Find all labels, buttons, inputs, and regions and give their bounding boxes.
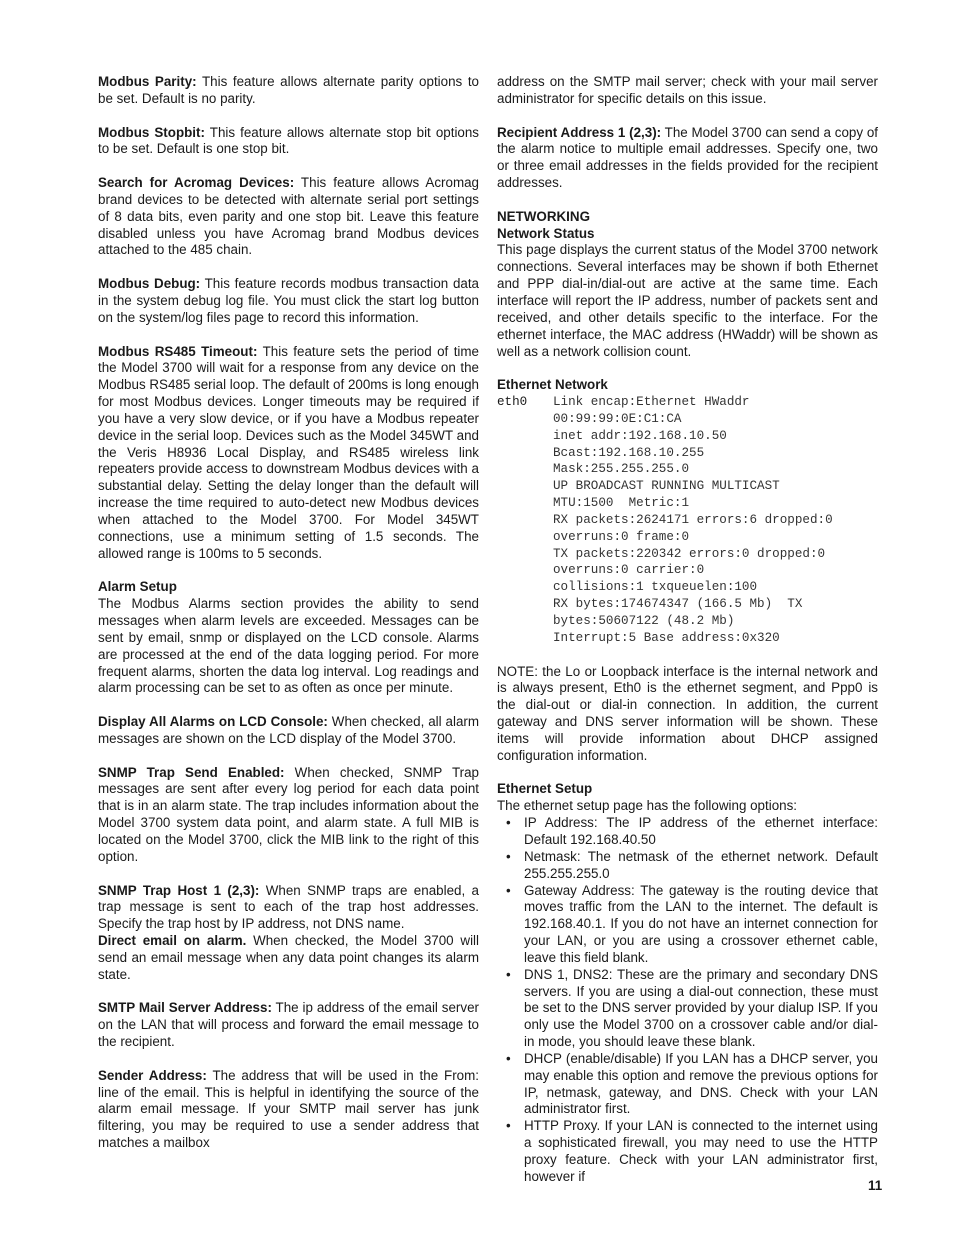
direct-email-paragraph [98,933,479,984]
description: When checked, SNMP Trap messages are sent after every log period for each data point that is in an alarm state. The trap includes information about the Model 3700 system data point, and alarm state. A full MIB is located on the Model 3700, click the MIB link to the right of this option. [98,764,479,864]
interface-listing [497,394,878,647]
smtp-server-paragraph [98,1000,479,1051]
term: Modbus Debug: [98,276,201,292]
bullet-icon: • [506,1118,511,1134]
list-item [497,883,878,967]
list-item [497,815,878,849]
left-column [98,74,479,1152]
interface-line [497,428,878,445]
term: SNMP Trap Send Enabled: [98,764,285,780]
interface-detail: inet addr:192.168.10.50 [553,428,727,443]
list-item-text: DHCP (enable/disable) If you LAN has a DHCP server, you may enable this option and remove the previous options for IP, netmask, gateway, and DNS. Check with your LAN administrator first. [524,1050,878,1117]
alarm-setup-text: The Modbus Alarms section provides the ability to send messages when alarm levels are exceeded. Messages can be sent by email, snmp or displayed on the LCD console. Alarms are processed at the end of the data logging period. For more frequent alarms, shorten the data log interval. Log readings and alarm processing can be set to as often as once per minute. [98,596,479,696]
term: Search for Acromag Devices: [98,175,295,191]
description: The ip address of the email server on the LAN that will process and forward the email message to the recipient. [98,1000,479,1050]
interface-detail: overruns:0 carrier:0 [553,563,705,578]
term: Sender Address: [98,1067,207,1083]
interface-detail: Interrupt:5 Base address:0x320 [553,630,780,645]
bullet-icon: • [506,815,511,831]
ethernet-options-list [497,815,878,1186]
ethernet-network-heading: Ethernet Network [497,377,608,393]
page-number: 11 [868,1178,883,1193]
network-status-heading: Network Status [497,225,595,241]
term: Display All Alarms on LCD Console: [98,714,328,730]
interface-line [497,529,878,546]
interface-detail: Bcast:192.168.10.255 [553,445,705,460]
list-item [497,849,878,883]
description: The address that will be used in the From: line of the email. This is helpful in identifying the source of the alarm email message. If your SMTP mail server has junk filtering, you may be required to use a sender address that matches a mailbox [98,1067,479,1151]
list-item-text: Gateway Address: The gateway is the routing device that moves traffic from the LAN to the internet. The default is 192.168.40.1. If you do not have an internet connection for your LAN, or you are using a crossover ethernet cable, leave this field blank. [524,882,878,965]
interface-line [497,394,878,411]
interface-detail: TX packets:220342 errors:0 dropped:0 [553,546,826,561]
interface-detail: collisions:1 txqueuelen:100 [553,580,758,595]
snmp-trap-enabled-paragraph [98,765,479,866]
interface-line [497,579,878,596]
term: Modbus Parity: [98,74,197,89]
ethernet-setup-heading: Ethernet Setup [497,781,593,797]
term: Recipient Address 1 (2,3): [497,124,662,140]
term: Modbus RS485 Timeout: [98,343,258,359]
term: Modbus Stopbit: [98,124,205,140]
list-item-text: DNS 1, DNS2: These are the primary and secondary DNS servers. If you are using a dial-out connection, these must be set to the DNS server provided by your dialup ISP. If you only use the Model 3700 on a crossover cable and/or dial-in mode, you should leave these blank. [524,966,878,1050]
interface-name: eth0 [497,395,528,410]
description: This feature allows Acromag brand devices to be detected with alternate serial port settings of 8 data bits, even parity and one stop bit. Leave this feature disabled unless you have Acromag brand Modbus devices attached to the 485 chain. [98,175,479,258]
interface-line [497,478,878,495]
term: SMTP Mail Server Address: [98,1000,272,1016]
modbus-timeout-paragraph [98,344,479,563]
list-item-text: Netmask: The netmask of the ethernet network. Default 255.255.255.0 [524,848,878,881]
interface-line [497,411,878,428]
sender-address-paragraph [98,1068,479,1152]
interface-line [497,596,878,613]
ethernet-setup-intro: The ethernet setup page has the following options: [497,798,798,814]
interface-detail: bytes:50607122 (48.2 Mb) [553,614,735,628]
interface-detail: UP BROADCAST RUNNING MULTICAST [553,479,780,494]
note-paragraph: NOTE: the Lo or Loopback interface is the internal network and is always present, Eth0 is the ethernet segment, and Ppp0 is the dial-out or dial-in connection. In addition, the current gateway and DNS server information will be shown. These items will provide information about DHCP assigned configuration information. [497,663,878,763]
display-alarms-paragraph [98,714,479,748]
list-item-text: HTTP Proxy. If your LAN is connected to the internet using a sophisticated firewall, you may need to use the HTTP proxy feature. Check with your LAN administrator first, however if [524,1118,878,1184]
interface-line [497,512,878,529]
interface-line [497,613,878,630]
interface-line [497,630,878,647]
interface-detail: RX packets:2624171 errors:6 dropped:0 [553,512,833,527]
description: The Model 3700 can send a copy of the alarm notice to multiple email addresses. Specify one, two or three email addresses in the fields provided for the recipient addresses. [497,124,878,191]
interface-line [497,495,878,512]
right-column [497,74,878,1186]
modbus-parity-paragraph [98,74,479,108]
interface-line [497,546,878,563]
modbus-stopbit-paragraph [98,125,479,159]
list-item-text: IP Address: The IP address of the ethernet interface: Default 192.168.40.50 [524,815,878,847]
list-item [497,967,878,1051]
recipient-address-paragraph [497,125,878,192]
continuation-paragraph: address on the SMTP mail server; check with your mail server administrator for specific details on this issue. [497,74,878,106]
interface-line [497,562,878,579]
interface-detail: RX bytes:174674347 (166.5 Mb) TX [553,597,803,612]
description: This feature allows alternate stop bit options to be set. Default is one stop bit. [98,124,480,157]
alarm-setup-heading: Alarm Setup [98,579,177,595]
interface-detail: MTU:1500 Metric:1 [553,496,690,511]
modbus-debug-paragraph [98,276,479,327]
bullet-icon: • [506,882,511,898]
description: When checked, all alarm messages are shown on the LCD display of the Model 3700. [98,714,479,746]
interface-detail: Mask:255.255.255.0 [553,462,690,477]
interface-detail: Link encap:Ethernet HWaddr [553,395,750,410]
list-item [497,1118,878,1185]
term: Direct email on alarm. [98,933,247,949]
description: When checked, the Model 3700 will send an email message when any data point changes its alarm state. [98,933,479,982]
term: SNMP Trap Host 1 (2,3): [98,882,260,898]
snmp-trap-host-paragraph [98,883,479,934]
bullet-icon: • [506,848,511,864]
description: This feature sets the period of time the Model 3700 will wait for a response from any device on the Modbus RS485 serial loop. The default of 200ms is long enough for most Modbus devices. Longer timeouts may be required if you have a very slow device, or if you have a Modbus repeater device in the serial loop. Devices such as the Model 345WT and the Veris H8936 Local Display, and RS485 wireless link repeaters provide access to downstream Modbus devices with a substantial delay. Setting the delay longer than the default will increase the time required to auto-detect new Modbus devices when attached to the Model 3700. For Model 345WT connections, use a minimum setting of 1.5 seconds. The allowed range is 100ms to 5 seconds. [98,343,479,561]
bullet-icon: • [506,1050,511,1066]
interface-detail: overruns:0 frame:0 [553,529,690,544]
interface-line [497,461,878,478]
bullet-icon: • [506,966,511,982]
network-status-section [497,209,878,361]
interface-line [497,445,878,462]
search-acromag-paragraph [98,175,479,259]
description: When SNMP traps are enabled, a trap message is sent to each of the trap host addresses. Specify the trap host by IP address, not DNS name. [98,882,479,932]
network-status-text: This page displays the current status of the Model 3700 network connections. Several interfaces may be shown if both Ethernet and PPP dial-in/dial-out are active at the same time. Each interface will report the IP address, number of packets sent and received, and other details specific to the interface. For the ethernet interface, the MAC address (HWaddr) will be shown as well as a network collision count. [497,242,878,359]
list-item [497,1051,878,1118]
section-title: NETWORKING [497,208,590,224]
interface-detail: 00:99:99:0E:C1:CA [553,411,682,426]
alarm-setup-section [98,579,479,697]
description: This feature allows alternate parity options to be set. Default is no parity. [98,74,480,106]
description: This feature records modbus transaction data in the system debug log file. You must click the start log button on the system/log files page to record this information. [98,276,480,325]
